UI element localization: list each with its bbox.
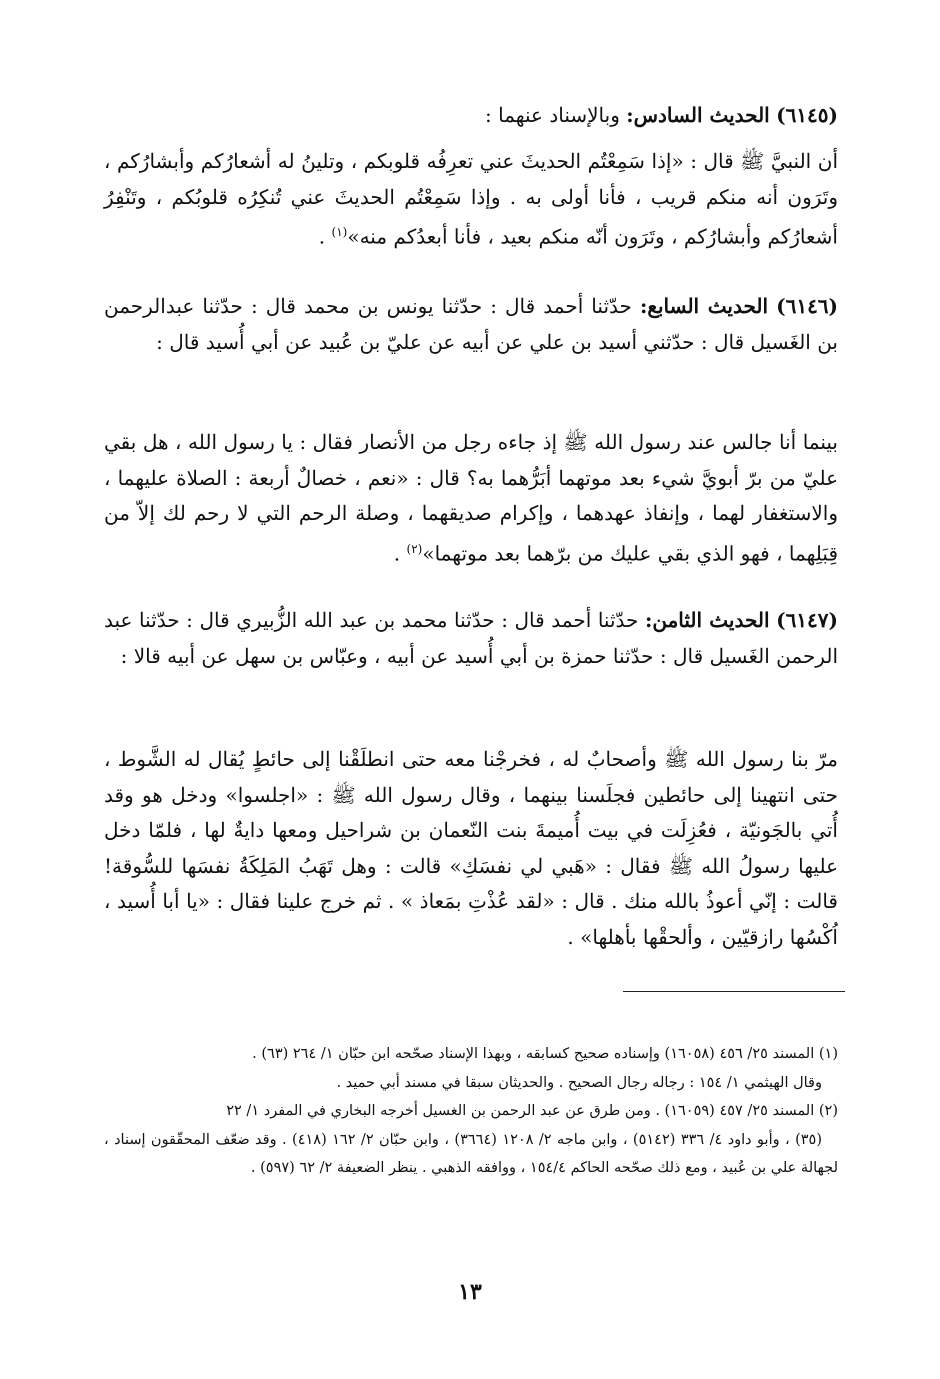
hadith-intro: حدّثنا أحمد قال : حدّثنا يونس بن محمد قال : حدّثنا عبدالرحمن بن الغَسيل قال : حدّثني أسيد بن علي عن أبيه عن عليّ بن عُبيد عن أبي أُسيد قال : [104, 294, 838, 354]
hadith-number: (٦١٤٦) [776, 294, 839, 318]
page-number: ١٣ [458, 1279, 482, 1305]
footnote-2: (٢) المسند ٢٥/ ٤٥٧ (١٦٠٥٩) . ومن طرق عن عبد الرحمن بن الغسيل أخرجه البخاري في المفرد ١/ ٢٢ (٣٥) ، وأبو داود ٤/ ٣٣٦ (٥١٤٢) ، وابن ماجه ٢/ ١٢٠٨ (٣٦٦٤) ، وابن حبّان ٢/ ١٦٢ (٤١٨) . وقد ضعّف المحقّقون إسناد ، لجهالة علي بن عُبيد ، ومع ذلك صحّحه الحاكم ١٥٤/٤ ، ووافقه الذهبي . ينظر الضعيفة ٢/ ٦٢ (٥٩٧) . [104, 1103, 838, 1176]
hadith-6147-text [104, 742, 838, 955]
hadith-6145-heading [104, 98, 838, 134]
hadith-title: الحديث السادس: [626, 103, 770, 127]
footnote-1: (١) المسند ٢٥/ ٤٥٦ (١٦٠٥٨) وإسناده صحيح كسابقه ، وبهذا الإسناد صحّحه ابن حبّان ١/ ٢٦٤ (٦٣) . وقال الهيثمي ١/ ١٥٤ : رجاله رجال الصحيح . والحديثان سبقا في مسند أبي حميد . [252, 1046, 838, 1091]
hadith-6145-text: أن النبيَّ ﷺ قال : «إذا سَمِعْتُم الحديثَ عني تعرِفُه قلوبكم ، وتلينُ له أشعارُكم وأبشارُكم ، وتَرَون أنه منكم قريب ، فأنا أولى به . وإذا سَمِعْتُم الحديثَ عني تُنكِرُه قلوبُكم ، وتَنْفِرُ أشعارُكم وأبشارُكم ، وتَرَون أنّه منكم بعيد ، فأنا أبعدُكم منه»$^{(١)}$ . [104, 149, 838, 249]
hadith-intro: حدّثنا أحمد قال : حدّثنا محمد بن عبد الله الزُّبيري قال : حدّثنا عبد الرحمن الغَسيل قال : حدّثنا حمزة بن أبي أُسيد عن أبيه ، وعبّاس بن سهل عن أبيه قالا : [104, 608, 838, 668]
footnote-ref-2[interactable]: (٢) [406, 541, 423, 556]
hadith-number: (٦١٤٧) [776, 608, 838, 632]
hadith-body: بينما أنا جالس عند رسول الله ﷺ إذ جاءه رجل من الأنصار فقال : يا رسول الله ، هل بقي عليّ من برّ أبويَّ شيء بعد موتهما أبَرُّهما به؟ قال : «نعم ، خصالٌ أربعة : الصلاة عليهما ، والاستغفار لهما ، وإنفاذ عهدهما ، وإكرام صديقهما ، وصلة الرحم التي لا رحم لك إلاّ من قِبَلِهما ، فهو الذي بقي عليك من برّهما بعد موتهما» [104, 430, 838, 566]
hadith-6147-heading [104, 603, 838, 674]
hadith-6146-heading [104, 289, 838, 360]
hadith-6146-text: بينما أنا جالس عند رسول الله ﷺ إذ جاءه رجل من الأنصار فقال : يا رسول الله ، هل بقي عليّ من برّ أبويَّ شيء بعد موتهما أبَرُّهما به؟ قال : «نعم ، خصالٌ أربعة : الصلاة عليهما ، والاستغفار لهما ، وإنفاذ عهدهما ، وإكرام صديقهما ، وصلة الرحم التي لا رحم لك إلاّ من قِبَلِهما ، فهو الذي بقي عليك من برّهما بعد موتهما»$^{(٢)}$ . [104, 430, 838, 566]
hadith-intro: وبالإسناد عنهما : [485, 103, 627, 127]
hadith-body: أن النبيَّ ﷺ قال : «إذا سَمِعْتُم الحديثَ عني تعرِفُه قلوبكم ، وتلينُ له أشعارُكم وأبشارُكم ، وتَرَون أنه منكم قريب ، فأنا أولى به . وإذا سَمِعْتُم الحديثَ عني تُنكِرُه قلوبُكم ، وتَنْفِرُ أشعارُكم وأبشارُكم ، وتَرَون أنّه منكم بعيد ، فأنا أبعدُكم منه» [104, 149, 838, 249]
footnotes [104, 1040, 838, 1183]
hadith-title: الحديث الثامن: [644, 608, 770, 632]
footnote-ref-1[interactable]: (١) [331, 225, 348, 239]
hadith-body: مرّ بنا رسول الله ﷺ وأصحابٌ له ، فخرجْنا معه حتى انطلَقْنا إلى حائطٍ يُقال له الشَّوط ، حتى انتهينا إلى حائطين فجلَسنا بينهما ، وقال رسول الله ﷺ : «اجلسوا» ودخل هو وقد أُتي بالجَونيّة ، فعُزِلَت في بيت أُميمةَ بنت النّعمان بن شراحيل ومعها دايةٌ لها ، فلمّا دخل عليها رسولُ الله ﷺ فقال : «هَبي لي نفسَكِ» قالت : وهل تَهَبُ المَلِكَةُ نفسَها للسُّوقة! قالت : إنّي أعوذُ بالله منك . قال : «لقد عُذْتِ بمَعاذ » . ثم خرج علينا فقال : «يا أبا أُسيد ، اُكْسُها رازقيّين ، وألحقْها بأهلها» . [104, 747, 838, 949]
hadith-number: (٦١٤٥) [776, 103, 838, 127]
footnote-separator [623, 991, 845, 992]
hadith-title: الحديث السابع: [639, 294, 769, 318]
